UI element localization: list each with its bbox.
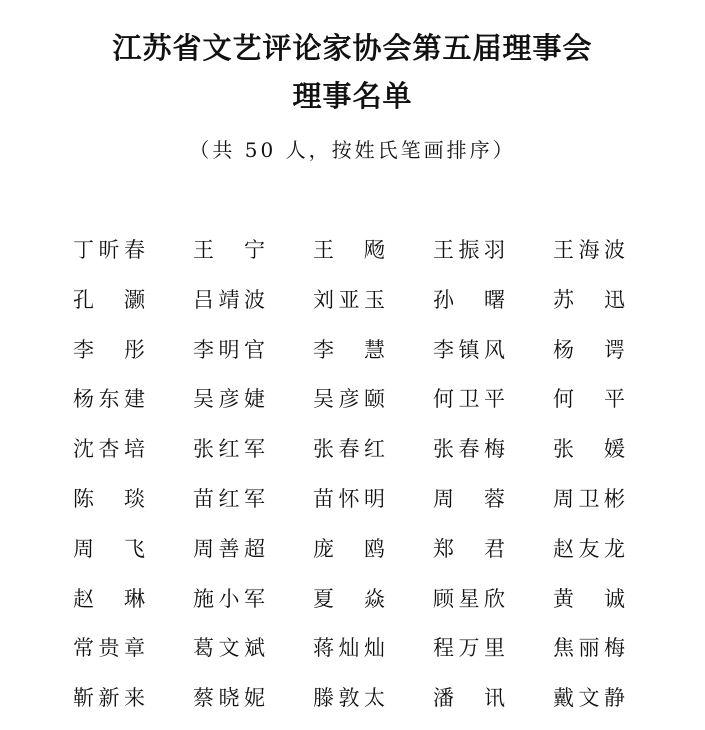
member-name: 吴 彦 婕 [193, 387, 265, 412]
member-name: 施 小 军 [193, 586, 265, 611]
member-name: 庞 鸥 [313, 536, 385, 561]
member-name: 张 媛 [553, 437, 625, 462]
member-name: 葛 文 斌 [193, 636, 265, 661]
member-name: 李 明 官 [193, 337, 265, 362]
member-name: 靳 新 来 [73, 686, 145, 711]
member-name: 郑 君 [433, 536, 505, 561]
member-name: 王 海 波 [553, 238, 625, 262]
member-name: 丁 昕 春 [73, 238, 145, 262]
member-name: 黄 诚 [553, 586, 625, 611]
member-name: 周 飞 [73, 536, 145, 561]
member-name: 夏 焱 [313, 586, 385, 611]
member-name: 沈 杏 培 [73, 437, 145, 462]
member-name: 孔 灏 [73, 287, 145, 312]
member-name: 周 善 超 [193, 536, 265, 561]
member-name: 吕 靖 波 [193, 287, 265, 312]
member-name: 焦 丽 梅 [553, 636, 625, 661]
member-name: 李 镇 风 [433, 337, 505, 362]
member-name: 李 慧 [313, 337, 385, 362]
member-name: 张 春 红 [313, 437, 385, 462]
member-name: 吴 彦 颐 [313, 387, 385, 412]
member-name: 王 振 羽 [433, 238, 505, 262]
member-name: 刘 亚 玉 [313, 287, 385, 312]
member-name: 周 卫 彬 [553, 486, 625, 511]
member-name: 周 蓉 [433, 486, 505, 511]
member-name: 苗 红 军 [193, 486, 265, 511]
member-name: 赵 琳 [73, 586, 145, 611]
member-name: 滕 敦 太 [313, 686, 385, 711]
member-name: 戴 文 静 [553, 686, 625, 711]
member-name: 潘 讯 [433, 686, 505, 711]
document-subtitle-heading: 理事名单 [292, 79, 413, 113]
member-name: 张 红 军 [193, 437, 265, 462]
member-name: 程 万 里 [433, 636, 505, 661]
member-count-note: （共 50 人，按姓氏笔画排序） [189, 138, 516, 162]
member-name: 王 宁 [193, 238, 265, 262]
member-name: 张 春 梅 [433, 437, 505, 462]
member-name: 陈 琰 [73, 486, 145, 511]
member-name: 孙 曙 [433, 287, 505, 312]
member-name: 杨 东 建 [73, 387, 145, 412]
member-name: 蔡 晓 妮 [193, 686, 265, 711]
member-name-list [73, 232, 633, 730]
member-name: 何 卫 平 [433, 387, 505, 412]
member-name: 王 飏 [313, 238, 385, 262]
member-name: 杨 谔 [553, 337, 625, 362]
member-name: 苏 迅 [553, 287, 625, 312]
member-name: 苗 怀 明 [313, 486, 385, 511]
member-name: 顾 星 欣 [433, 586, 505, 611]
member-name: 蒋 灿 灿 [313, 636, 385, 661]
member-name: 常 贵 章 [73, 636, 145, 661]
member-name: 何 平 [553, 387, 625, 412]
document-title: 江苏省文艺评论家协会第五届理事会 [112, 31, 593, 65]
member-name: 赵 友 龙 [553, 536, 625, 561]
member-name: 李 彤 [73, 337, 145, 362]
